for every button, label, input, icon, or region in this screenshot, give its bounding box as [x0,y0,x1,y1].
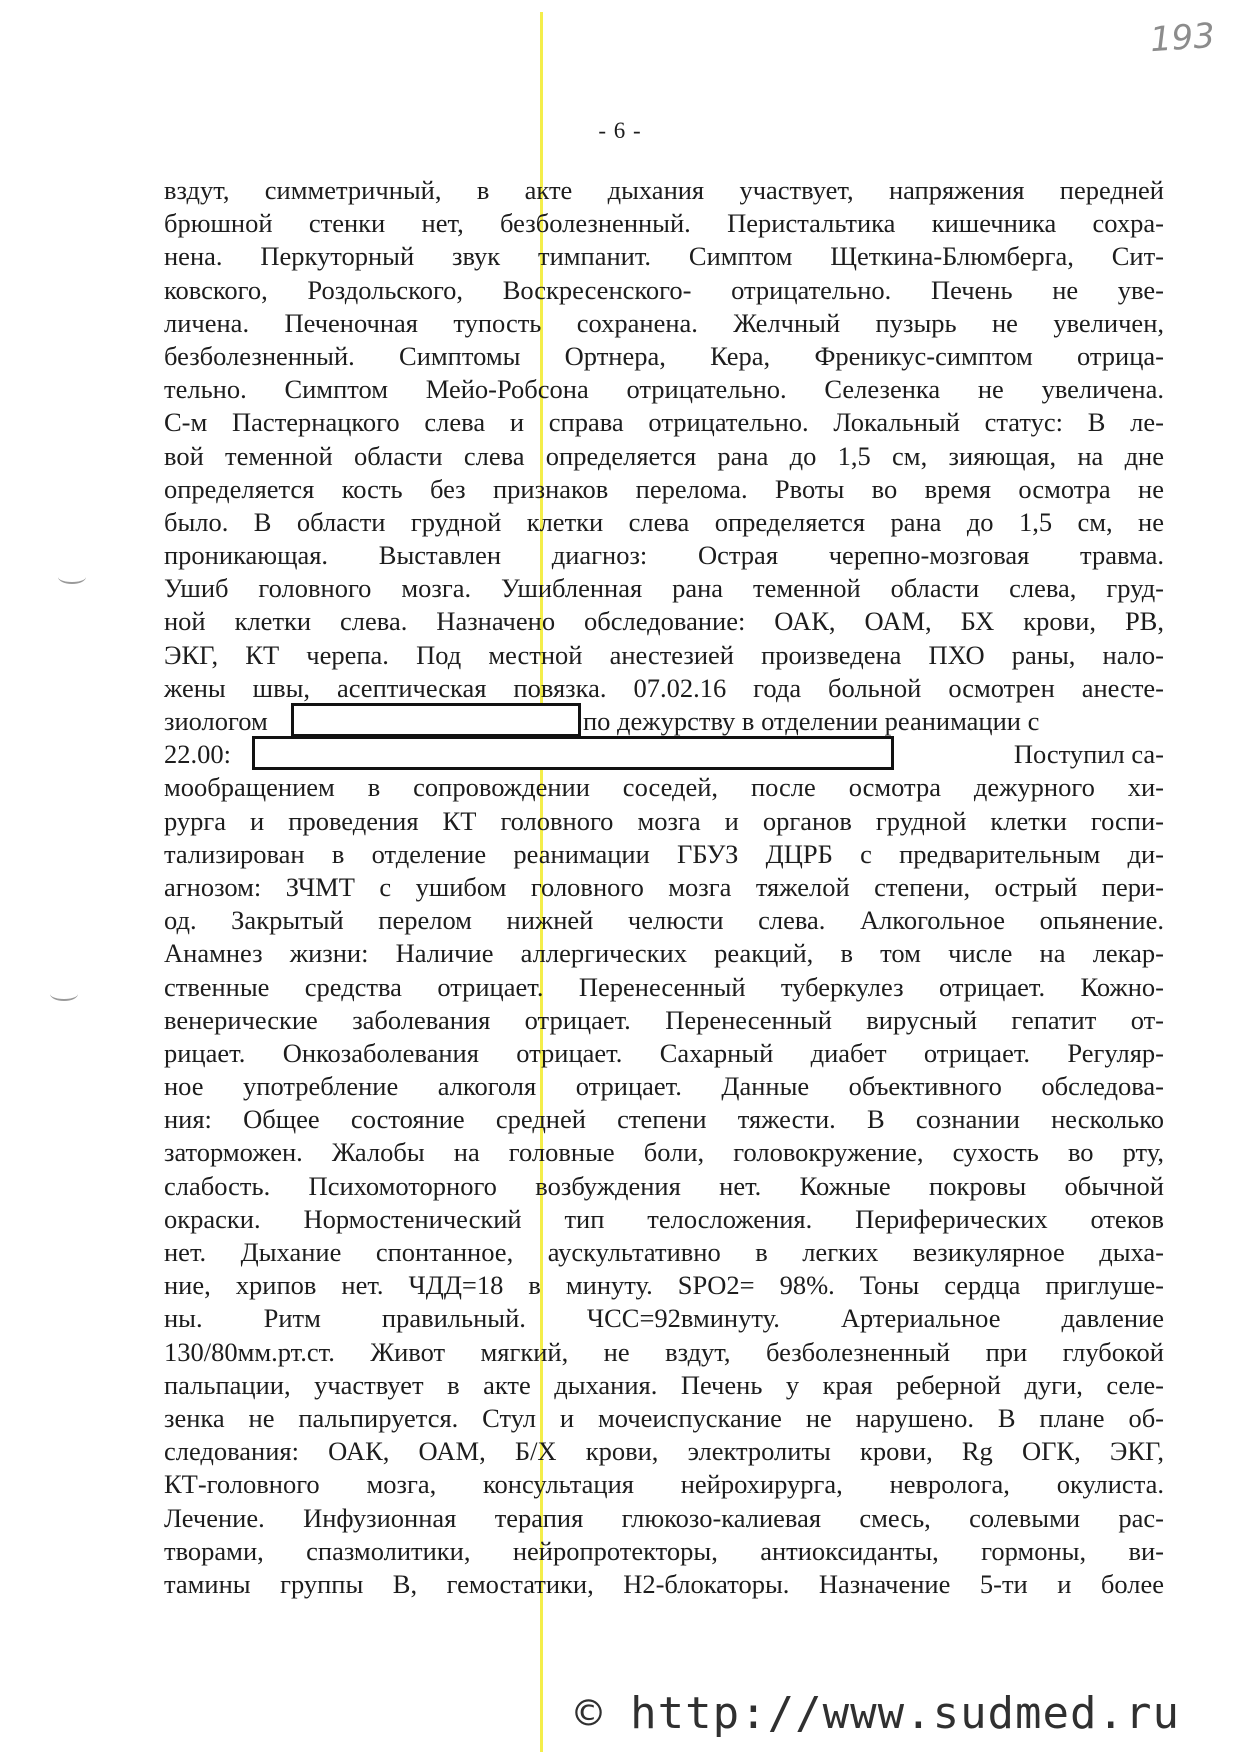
watermark: © http://www.sudmed.ru [575,1688,1180,1739]
text-line: ственные средства отрицает. Перенесенный туберкулез отрицает. Кожно- [164,971,1164,1002]
text-line: нет. Дыхание спонтанное, аускультативно в легких везикулярное дыха- [164,1237,1164,1267]
text-line: Ушиб головного мозга. Ушибленная рана теменной области слева, груд- [164,573,1164,604]
text-line: Анамнез жизни: Наличие аллергических реакций, в том числе на лекар- [164,938,1164,969]
text-line-redacted-1 [164,705,1164,738]
text-line: рицает. Онкозаболевания отрицает. Сахарный диабет отрицает. Регуляр- [164,1037,1164,1068]
text-line: следования: ОАК, ОАМ, Б/Х крови, электролиты крови, Rg ОГК, ЭКГ, [164,1436,1164,1467]
text-line-redacted-2 [164,738,1164,771]
text-line: определяется кость без признаков перелома. Рвоты во время осмотра не [164,473,1164,504]
text-line: ны. Ритм правильный. ЧСС=92вминуту. Артериальное давление [164,1303,1164,1334]
text-line: ние, хрипов нет. ЧДД=18 в минуту. SPO2= 98%. Тоны сердца приглуше- [164,1270,1164,1301]
text-line: рурга и проведения КТ головного мозга и органов грудной клетки госпи- [164,805,1164,836]
text-line-start: 22.00: [164,739,231,770]
text-line: 130/80мм.рт.ст. Живот мягкий, не вздут, безболезненный при глубокой [164,1336,1164,1367]
text-line: нена. Перкуторный звук тимпанит. Симптом Щеткина-Блюмберга, Сит- [164,241,1164,272]
text-line: пальпации, участвует в акте дыхания. Печень у края реберной дуги, селе- [164,1369,1164,1400]
text-line: зенка не пальпируется. Стул и мочеиспускание не нарушено. В плане об- [164,1402,1164,1433]
text-line: од. Закрытый перелом нижней челюсти слева. Алкогольное опьянение. [164,905,1164,936]
text-line-end: по дежурству в отделении реанимации с [583,706,1040,736]
page-number: - 6 - [598,118,642,143]
text-line: жены швы, асептическая повязка. 07.02.16 года больной осмотрен анесте- [164,672,1164,703]
text-line: слабость. Психомоторного возбуждения нет. Кожные покровы обычной [164,1170,1164,1201]
text-line-end: Поступил са- [1013,739,1164,770]
text-line: тельно. Симптом Мейо-Робсона отрицательно. Селезенка не увеличена. [164,374,1164,405]
text-line: окраски. Нормостенический тип телосложения. Периферических отеков [164,1203,1164,1234]
text-line: личена. Печеночная тупость сохранена. Желчный пузырь не увеличен, [164,307,1164,338]
text-line: творами, спазмолитики, нейропротекторы, антиоксиданты, гормоны, ви- [164,1535,1164,1566]
text-line: мообращением в сопровождении соседей, после осмотра дежурного хи- [164,772,1164,803]
text-line: С-м Пастернацкого слева и справа отрицательно. Локальный статус: В ле- [164,407,1164,438]
text-line: ной клетки слева. Назначено обследование: ОАК, ОАМ, БХ крови, РВ, [164,606,1164,637]
redaction-box [252,736,894,770]
text-line: вздут, симметричный, в акте дыхания участвует, напряжения передней [164,175,1164,205]
document-body [164,174,1164,1601]
redaction-box [291,703,581,737]
text-line: проникающая. Выставлен диагноз: Острая черепно-мозговая травма. [164,540,1164,571]
text-line: венерические заболевания отрицает. Перенесенный вирусный гепатит от- [164,1004,1164,1035]
text-line: ковского, Роздольского, Воскресенского- отрицательно. Печень не уве- [164,274,1164,305]
punch-hole-mark-bottom [50,987,78,1001]
text-line: заторможен. Жалобы на головные боли, головокружение, сухость во рту, [164,1137,1164,1168]
text-line: ное употребление алкоголя отрицает. Данные объективного обследова- [164,1071,1164,1102]
text-line: Лечение. Инфузионная терапия глюкозо-калиевая смесь, солевыми рас- [164,1502,1164,1533]
text-line-start: зиологом [164,706,268,736]
text-line: КТ-головного мозга, консультация нейрохирурга, невролога, окулиста. [164,1469,1164,1500]
text-line: тамины группы В, гемостатики, Н2-блокаторы. Назначение 5-ти и более [164,1568,1164,1599]
text-line: вой теменной области слева определяется рана до 1,5 см, зияющая, на дне [164,440,1164,471]
text-line: ЭКГ, КТ черепа. Под местной анестезией произведена ПХО раны, нало- [164,639,1164,670]
text-line: тализирован в отделение реанимации ГБУЗ ДЦРБ с предварительным ди- [164,838,1164,869]
text-line: безболезненный. Симптомы Ортнера, Кера, Френикус-симптом отрица- [164,340,1164,371]
text-line: агнозом: ЗЧМТ с ушибом головного мозга тяжелой степени, острый пери- [164,871,1164,902]
text-line: брюшной стенки нет, безболезненный. Перистальтика кишечника сохра- [164,208,1164,239]
text-line: ния: Общее состояние средней степени тяжести. В сознании несколько [164,1104,1164,1135]
handwritten-page-mark: 193 [1148,15,1217,61]
punch-hole-mark-top [58,570,86,584]
text-line: было. В области грудной клетки слева определяется рана до 1,5 см, не [164,506,1164,537]
